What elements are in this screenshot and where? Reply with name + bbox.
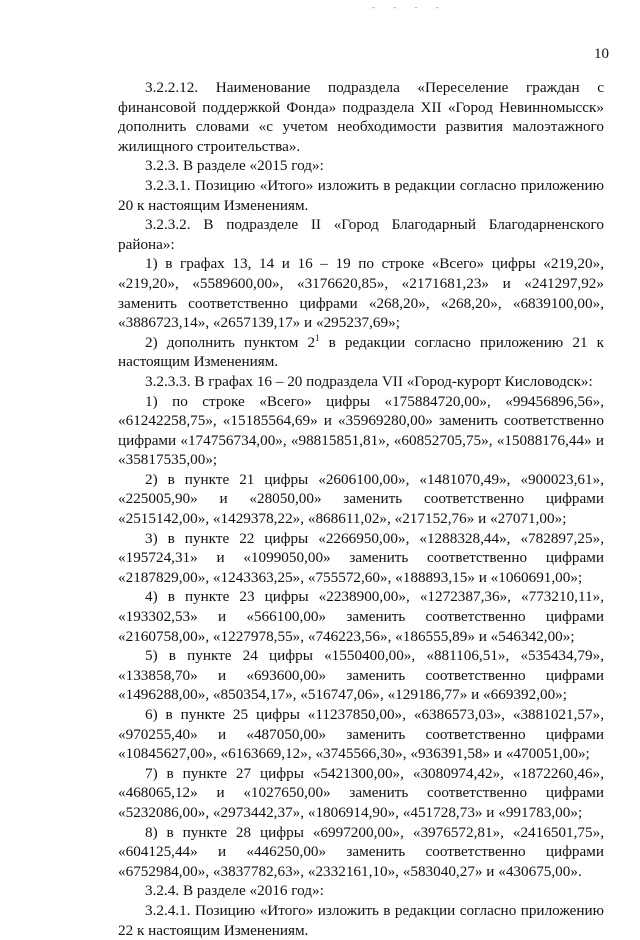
paragraph-3-2-3-3-item-7: 7) в пункте 27 цифры «5421300,00», «3080974,42», «1872260,46», «468065,12» и «1027650,00» заменить соответственно цифрами «5232086,00», «2973442,37», «1806914,90», «451728,73» и «991783,00»; bbox=[118, 764, 604, 821]
paragraph-3-2-3-3-item-6: 6) в пункте 25 цифры «11237850,00», «6386573,03», «3881021,57», «970255,40» и «487050,00» заменить соответственно цифрами «10845627,00», «6163669,12», «3745566,30», «936391,58» и «470051,00»; bbox=[118, 706, 604, 763]
item-2-superscript: 1 bbox=[315, 332, 320, 343]
paragraph-3-2-3-3-item-1: 1) по строке «Всего» цифры «175884720,00», «99456896,56», «61242258,75», «15185564,69» и «35969280,00» заменить соответственно цифрами «174756734,00», «98815851,81», «60852705,75», «15088176,44» и «35817535,00»; bbox=[118, 392, 604, 469]
scan-marks: - - - - bbox=[372, 2, 447, 12]
paragraph-3-2-3-3-item-8: 8) в пункте 28 цифры «6997200,00», «3976572,81», «2416501,75», «604125,44» и «446250,00» заменить соответственно цифрами «6752984,00», «3837782,63», «2332161,10», «583040,27» и «430675,00». bbox=[118, 823, 604, 880]
paragraph-3-2-3: 3.2.3. В разделе «2015 год»: bbox=[145, 157, 324, 175]
paragraph-3-2-2-12: 3.2.2.12. Наименование подраздела «Переселение граждан с финансовой поддержкой Фонда» подраздела XII «Город Невинномысск» дополнить словами «с учетом необходимости развития малоэтажного жилищного строительства». bbox=[118, 79, 604, 155]
document-body bbox=[118, 78, 604, 940]
paragraph-3-2-3-3-item-5: 5) в пункте 24 цифры «1550400,00», «881106,51», «535434,79», «133858,70» и «693600,00» заменить соответственно цифрами «1496288,00», «850354,17», «516747,06», «129186,77» и «669392,00»; bbox=[118, 647, 604, 704]
paragraph-3-2-3-3-item-4: 4) в пункте 23 цифры «2238900,00», «1272387,36», «773210,11», «193302,53» и «566100,00» заменить соответственно цифрами «2160758,00», «1227978,55», «746223,56», «186555,89» и «546342,00»; bbox=[118, 588, 604, 645]
paragraph-3-2-4-1: 3.2.4.1. Позицию «Итого» изложить в редакции согласно приложению 22 к настоящим Изменениям. bbox=[118, 901, 604, 939]
paragraph-3-2-3-3-item-3: 3) в пункте 22 цифры «2266950,00», «1288328,44», «782897,25», «195724,31» и «1099050,00» заменить соответственно цифрами «2187829,00», «1243363,25», «755572,60», «188893,15» и «1060691,00»; bbox=[118, 529, 604, 586]
paragraph-3-2-3-2: 3.2.3.2. В подразделе II «Город Благодарный Благодарненского района»: bbox=[118, 216, 604, 253]
paragraph-3-2-3-3-item-2: 2) в пункте 21 цифры «2606100,00», «1481070,49», «900023,61», «225005,90» и «28050,00» заменить соответственно цифрами «2515142,00», «1429378,22», «868611,02», «217152,76» и «27071,00»; bbox=[118, 470, 604, 528]
paragraph-3-2-3-1: 3.2.3.1. Позицию «Итого» изложить в редакции согласно приложению 20 к настоящим Изменениям. bbox=[118, 176, 604, 214]
paragraph-3-2-3-2-item-1: 1) в графах 13, 14 и 16 – 19 по строке «Всего» цифры «219,20», «219,20», «5589600,00», «3176620,85», «2171681,23» и «241297,92» заменить соответственно цифрами «268,20», «268,20», «6839100,00», «3886723,14», «2657139,17» и «295237,69»; bbox=[118, 255, 604, 332]
paragraph-3-2-4: 3.2.4. В разделе «2016 год»: bbox=[145, 882, 324, 900]
page-number: 10 bbox=[594, 46, 609, 62]
item-2-text-after: в редакции согласно приложению 21 к настоящим Изменениям. bbox=[118, 333, 604, 371]
paragraph-3-2-3-2-item-2 bbox=[118, 333, 604, 372]
item-2-text-before: 2) дополнить пунктом 2 bbox=[145, 333, 316, 351]
paragraph-3-2-3-3: 3.2.3.3. В графах 16 – 20 подраздела VII «Город-курорт Кисловодск»: bbox=[145, 372, 593, 390]
